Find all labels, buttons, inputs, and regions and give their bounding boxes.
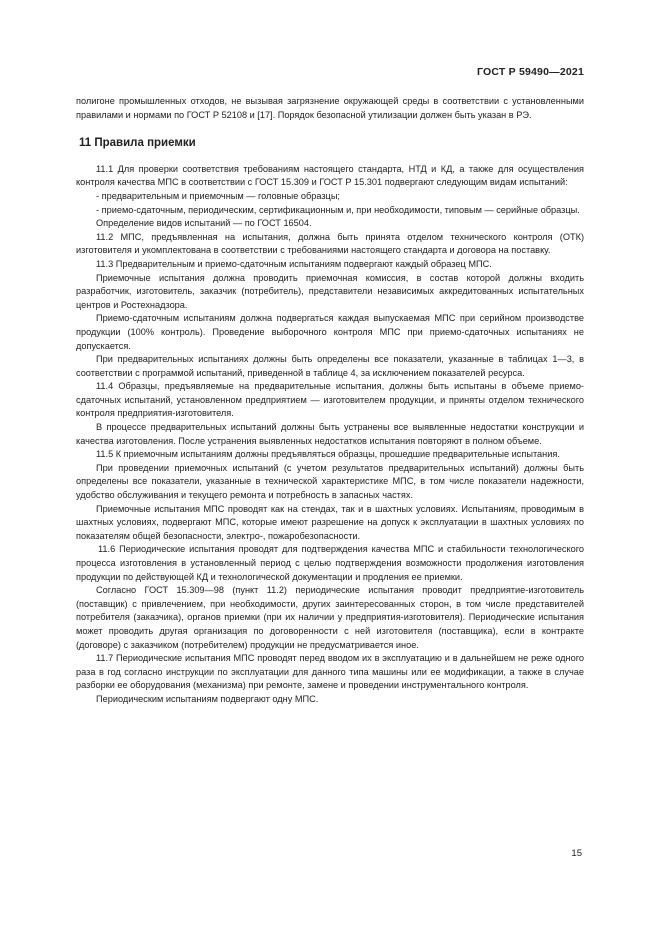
list-item: - предварительным и приемочным — головные образцы; — [96, 190, 340, 201]
paragraph: Приемочные испытания МПС проводят как на стендах, так и в шахтных условиях. Испытаниям, проводимым в шахтных условиях, подвергают МПС, которые имеют разрешение на допуск к эксплуатации в шахтных условиях по показателям общей безопасности, электро-, пожаробезопасности. — [76, 503, 584, 541]
paragraph: 11.4 Образцы, предъявляемые на предварительные испытания, должны быть испытаны в объеме приемо-сдаточных испытаний, установленном предприятием — изготовителем продукции, и приняты отделом технического контроля предприятия-изготовителя. — [76, 381, 584, 419]
section-heading: 11 Правила приемки — [79, 137, 196, 150]
paragraph: 11.2 МПС, предъявленная на испытания, должна быть принята отделом технического контроля (ОТК) изготовителя и укомплектована в соответствии с требованиями настоящего стандарта и договора на поставку. — [76, 231, 584, 256]
paragraph: В процессе предварительных испытаний должны быть устранены все выявленные недостатки конструкции и качества изготовления. После устранения выявленных недостатков испытания повторяют в полном объеме. — [76, 422, 584, 446]
paragraph: Определение видов испытаний — по ГОСТ 16504. — [96, 218, 312, 229]
page-number: 15 — [571, 848, 582, 859]
paragraph: полигоне промышленных отходов, не вызывая загрязнение окружающей среды в соответствии с установленными правилами и нормами по ГОСТ Р 52108 и [17]. Порядок безопасной утилизации должен быть указан в РЭ. — [76, 96, 584, 120]
paragraph: 11.5 К приемочным испытаниям должны предъявляться образцы, прошедшие предварительные испытания. — [96, 449, 560, 460]
paragraph: 11.1 Для проверки соответствия требованиям настоящего стандарта, НТД и КД, а также для осуществления контроля качества МПС в соответствии с ГОСТ 15.309 и ГОСТ Р 15.301 подвергают следующим видам испытаний: — [76, 163, 584, 188]
paragraph: При предварительных испытаниях должны быть определены все показатели, указанные в таблицах 1—3, в соответствии с программой испытаний, приведенной в таблице 4, за исключением показателей ресурса. — [76, 354, 584, 378]
paragraph: 11.6 Периодические испытания проводят для подтверждения качества МПС и стабильности технологического процесса изготовления в установленный период с целью подтверждения возможности продолжения изготовления продукции по действующей КД и технологической документации и продления ее приемки. — [76, 544, 584, 582]
paragraph: 11.7 Периодические испытания МПС проводят перед вводом их в эксплуатацию и в дальнейшем не реже одного раза в год согласно инструкции по эксплуатации для данного типа машины или ее модификации, а также в случае разборки ее оборудования (механизма) при ремонте, замене и проведении инструментального контроля. — [76, 653, 584, 691]
paragraph: Приемо-сдаточным испытаниям должна подвергаться каждая выпускаемая МПС при серийном производстве продукции (100% контроль). Проведение выборочного контроля МПС при приемо-сдаточных испытаниях не допускается. — [76, 313, 584, 351]
paragraph: Периодическим испытаниям подвергают одну МПС. — [96, 693, 319, 704]
list-item: - приемо-сдаточным, периодическим, сертификационным и, при необходимости, типовым — серийные образцы. — [96, 204, 580, 215]
paragraph: 11.3 Предварительным и приемо-сдаточным испытаниям подвергают каждый образец МПС. — [96, 258, 492, 269]
paragraph: Приемочные испытания должна проводить приемочная комиссия, в состав которой должны входить разработчик, изготовитель, заказчик (потребитель), представители независимых аккредитованных испытательных центров и Ростехнадзора. — [76, 272, 584, 310]
document-id-header: ГОСТ Р 59490—2021 — [476, 66, 584, 78]
paragraph: Согласно ГОСТ 15.309—98 (пункт 11.2) периодические испытания проводит предприятие-изготовитель (поставщик) с привлечением, при необходимости, других заинтересованных сторон, в том числе представителей потребителя (заказчика), органов приемки (при их наличии у предприятия-изготовителя). Периодические испытания может проводить другая организация по договоренности с ней изготовителя (поставщика), если в контракте (договоре) с заказчиком (потребителем) продукции не предусматривается иное. — [76, 585, 584, 650]
paragraph: При проведении приемочных испытаний (с учетом результатов предварительных испытаний) должны быть определены все показатели, указанные в технической характеристике МПС, в том числе показатели надежности, удобство обслуживания и текущего ремонта и потребность в запасных частях. — [76, 462, 584, 501]
page-content — [76, 95, 584, 707]
